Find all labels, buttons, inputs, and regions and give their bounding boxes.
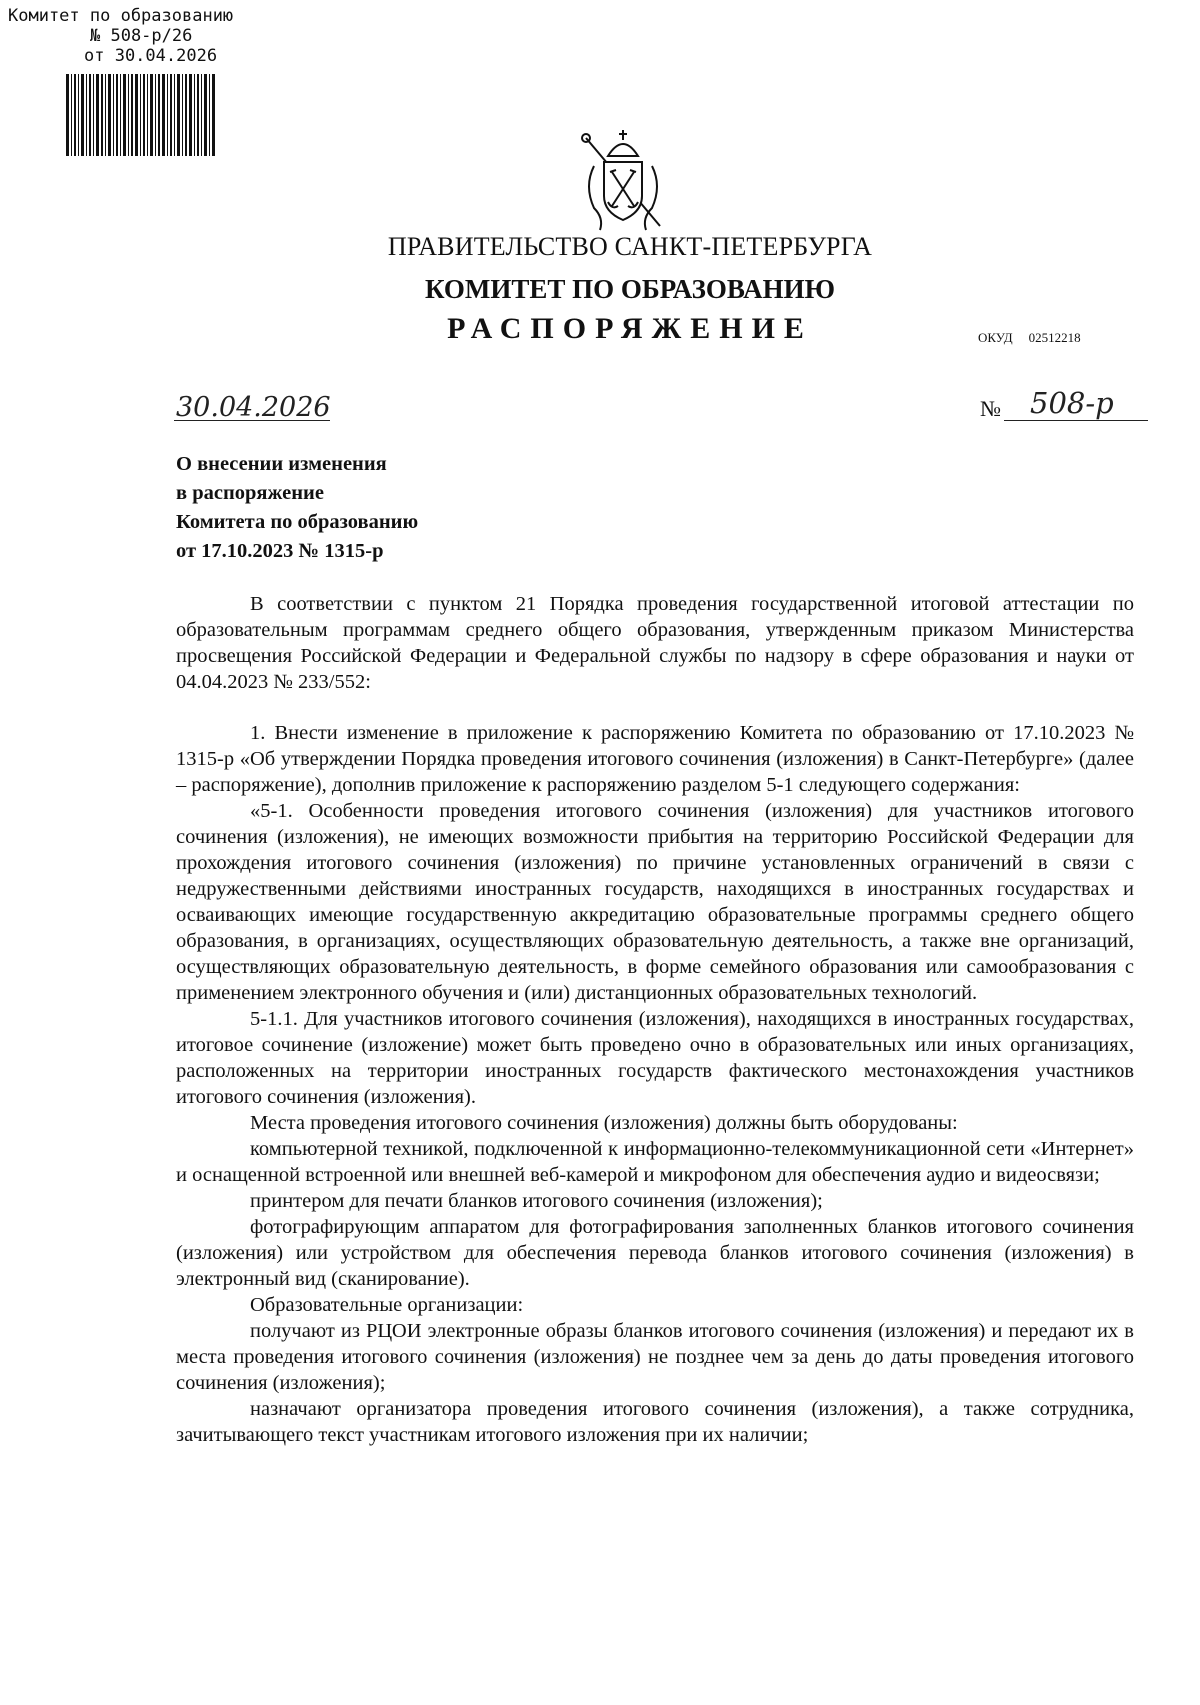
order-date: 30.04.2026 <box>176 392 331 423</box>
body-paragraph: Места проведения итогового сочинения (изложения) должны быть оборудованы: <box>250 1112 958 1134</box>
preamble-paragraph: В соответствии с пунктом 21 Порядка проведения государственной итоговой аттестации по образовательным программам среднего общего образования, утвержденным приказом Министерства просвещения Российской Федерации и Федеральной службы по надзору в сфере образования и науки от 04.04.2023 № 233/552: <box>176 593 1134 693</box>
document-subject <box>176 450 418 566</box>
body-paragraph: 1. Внести изменение в приложение к распоряжению Комитета по образованию от 17.10.2023 № 1315-р «Об утверждении Порядка проведения итогового сочинения (изложения) в Санкт-Петербурге» (далее – распоряжение), дополнив приложение к распоряжению разделом 5-1 следующего содержания: <box>176 722 1134 796</box>
stamp-organization: Комитет по образованию <box>8 6 234 26</box>
coat-of-arms-emblem <box>580 126 666 236</box>
subject-line: Комитета по образованию <box>176 511 419 533</box>
body-paragraph: 5-1.1. Для участников итогового сочинения (изложения), находящихся в иностранных государствах, итоговое сочинение (изложение) может быть проведено очно в образовательных или иных организациях, расположенных на территории иностранных государств фактического местонахождения участников итогового сочинения (изложения). <box>176 1008 1134 1108</box>
order-number: 508-р <box>1030 386 1114 420</box>
body-paragraph: получают из РЦОИ электронные образы бланков итогового сочинения (изложения) и передают их в места проведения итогового сочинения (изложения) не позднее чем за день до даты проведения итогового сочинения (изложения); <box>176 1320 1134 1394</box>
committee-name: КОМИТЕТ ПО ОБРАЗОВАНИЮ <box>424 274 836 304</box>
order-number-label: № <box>980 396 1001 421</box>
body-paragraph: фотографирующим аппаратом для фотографирования заполненных бланков итогового сочинения (изложения) или устройством для обеспечения перевода бланков итогового сочинения (изложения) в электронный вид (сканирование). <box>176 1216 1134 1290</box>
stamp-date: от 30.04.2026 <box>84 46 218 66</box>
number-underline <box>1004 420 1148 421</box>
subject-line: от 17.10.2023 № 1315-р <box>176 540 384 562</box>
body-paragraph: назначают организатора проведения итогового сочинения (изложения), а также сотрудника, зачитывающего текст участникам итогового изложения при их наличии; <box>176 1398 1134 1446</box>
subject-line: О внесении изменения <box>176 453 387 475</box>
body-paragraph: Образовательные организации: <box>250 1294 524 1316</box>
body-paragraph: «5-1. Особенности проведения итогового сочинения (изложения) для участников итогового сочинения (изложения), не имеющих возможности прибытия на территорию Российской Федерации для прохождения итогового сочинения (изложения) по причине установленных ограничений в связи с недружественными действиями иностранных государств, находящихся в иностранных государствах и осваивающих имеющие государственную аккредитацию образовательные программы среднего общего образования, в организациях, осуществляющих образовательную деятельность, а также вне организаций, осуществляющих образовательную деятельность, в форме семейного образования или самообразования с применением электронного обучения и (или) дистанционных образовательных технологий. <box>176 800 1134 1004</box>
barcode <box>66 74 216 156</box>
okud-label: ОКУД <box>978 330 1013 345</box>
government-name: ПРАВИТЕЛЬСТВО САНКТ-ПЕТЕРБУРГА <box>387 232 873 261</box>
document-body <box>176 591 1134 1448</box>
subject-line: в распоряжение <box>176 482 324 504</box>
okud-code-block <box>978 330 1081 346</box>
registration-stamp <box>6 6 276 66</box>
document-type-title: РАСПОРЯЖЕНИЕ <box>447 312 813 345</box>
stamp-number: № 508-р/26 <box>90 26 193 46</box>
date-underline <box>174 420 330 421</box>
body-paragraph: принтером для печати бланков итогового сочинения (изложения); <box>250 1190 823 1212</box>
okud-code: 02512218 <box>1028 330 1081 345</box>
body-paragraph: компьютерной техникой, подключенной к информационно-телекоммуникационной сети «Интернет» и оснащенной встроенной или внешней веб-камерой и микрофоном для обеспечения аудио и видеосвязи; <box>176 1138 1134 1186</box>
